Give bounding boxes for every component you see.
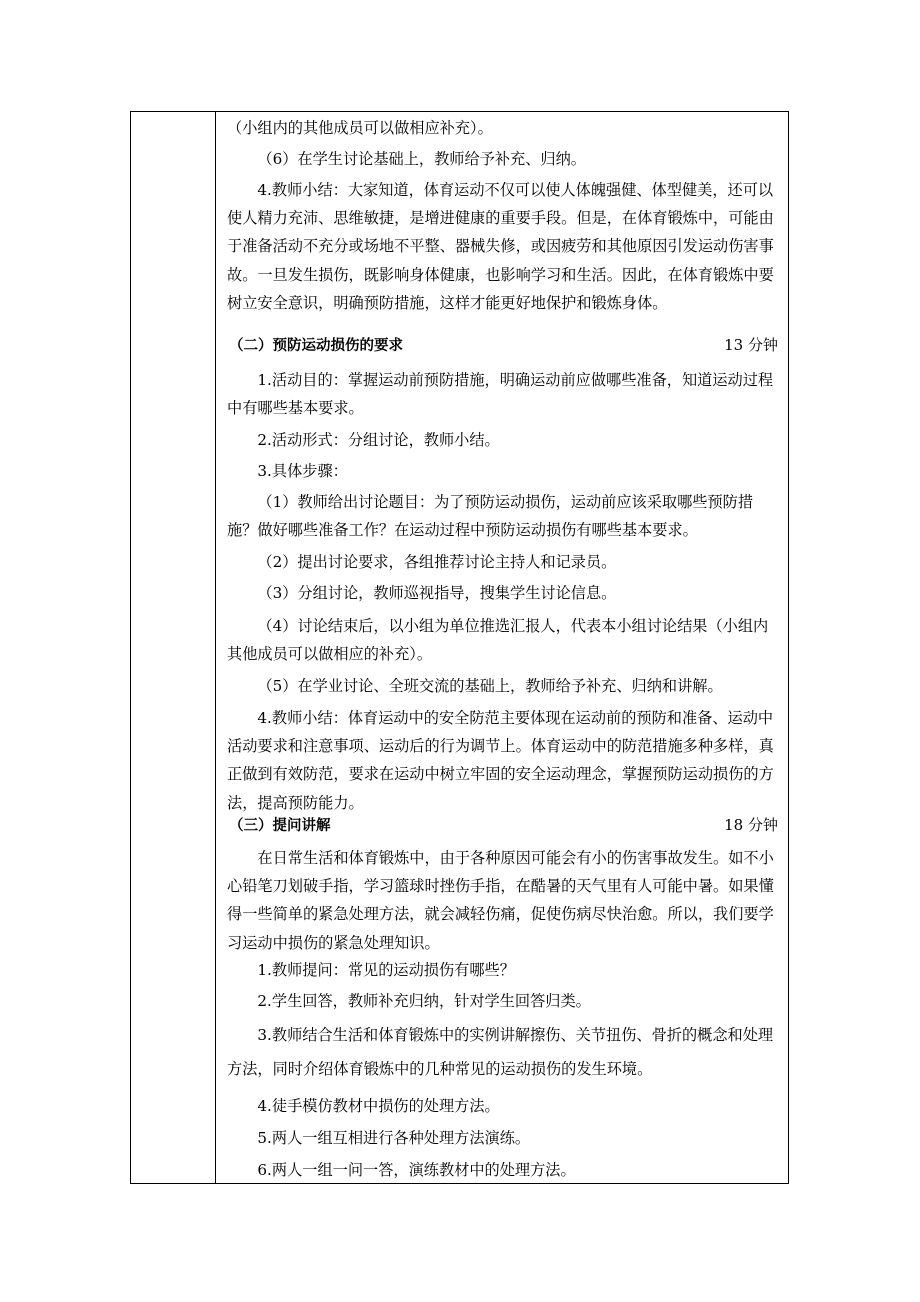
paragraph: （6）在学生讨论基础上，教师给予补充、归纳。 [257, 150, 586, 168]
table-left-column [131, 112, 216, 1183]
paragraph: 5.两人一组互相进行各种处理方法演练。 [257, 1129, 531, 1147]
paragraph: （1）教师给出讨论题目：为了预防运动损伤，运动前应该采取哪些预防措施？做好哪些准备工作？在运动过程中预防运动损伤有哪些基本要求。 [227, 493, 754, 540]
paragraph: （小组内的其他成员可以做相应补充）。 [227, 119, 493, 137]
table-content-cell [217, 112, 788, 1183]
section-title: （二）预防运动损伤的要求 [229, 338, 403, 354]
paragraph: （4）讨论结束后，以小组为单位推选汇报人，代表本小组讨论结果（小组内其他成员可以做相应的补充）。 [227, 617, 769, 664]
paragraph: （5）在学业讨论、全班交流的基础上，教师给予补充、归纳和讲解。 [257, 677, 723, 695]
paragraph: 3.教师结合生活和体育锻炼中的实例讲解擦伤、关节扭伤、骨折的概念和处理方法，同时介绍体育锻炼中的几种常见的运动损伤的发生环境。 [227, 1026, 774, 1078]
paragraph: 在日常生活和体育锻炼中，由于各种原因可能会有小的伤害事故发生。如不小心铅笔刀划破手指，学习篮球时挫伤手指，在酷暑的天气里有人可能中暑。如果懂得一些简单的紧急处理方法，就会减轻伤痛，促使伤病尽快治愈。所以，我们要学习运动中损伤的紧急处理知识。 [227, 849, 774, 952]
paragraph: 4.教师小结：体育运动中的安全防范主要体现在运动前的预防和准备、运动中活动要求和注意事项、运动后的行为调节上。体育运动中的防范措施多种多样，真正做到有效防范，要求在运动中树立牢固的安全运动理念，掌握预防运动损伤的方法，提高预防能力。 [227, 709, 774, 812]
paragraph: （2）提出讨论要求，各组推荐讨论主持人和记录员。 [257, 553, 617, 571]
section-heading [229, 814, 778, 838]
paragraph: 1.教师提问：常见的运动损伤有哪些？ [257, 961, 515, 979]
paragraph: 3.具体步骤： [257, 462, 348, 480]
paragraph: 6.两人一组一问一答，演练教材中的处理方法。 [257, 1161, 576, 1179]
paragraph: （3）分组讨论，教师巡视指导，搜集学生讨论信息。 [257, 584, 617, 602]
paragraph: 4.教师小结：大家知道，体育运动不仅可以使人体魄强健、体型健美，还可以使人精力充沛、思维敏捷，是增进健康的重要手段。但是，在体育锻炼中，可能由于准备活动不充分或场地不平整、器械失修，或因疲劳和其他原因引发运动伤害事故。一旦发生损伤，既影响身体健康，也影响学习和生活。因此，在体育锻炼中要树立安全意识，明确预防措施，这样才能更好地保护和锻炼身体。 [227, 181, 774, 312]
section-title: （三）提问讲解 [229, 818, 331, 834]
section-time: 13 分钟 [724, 336, 778, 354]
lesson-table [130, 111, 789, 1184]
paragraph: 4.徒手模仿教材中损伤的处理方法。 [257, 1097, 500, 1115]
section-time: 18 分钟 [724, 816, 778, 834]
section-heading [229, 334, 778, 358]
paragraph: 1.活动目的：掌握运动前预防措施，明确运动前应做哪些准备，知道运动过程中有哪些基本要求。 [227, 371, 774, 418]
paragraph: 2.活动形式：分组讨论，教师小结。 [257, 431, 500, 449]
paragraph: 2.学生回答，教师补充归纳，针对学生回答归类。 [257, 992, 591, 1010]
